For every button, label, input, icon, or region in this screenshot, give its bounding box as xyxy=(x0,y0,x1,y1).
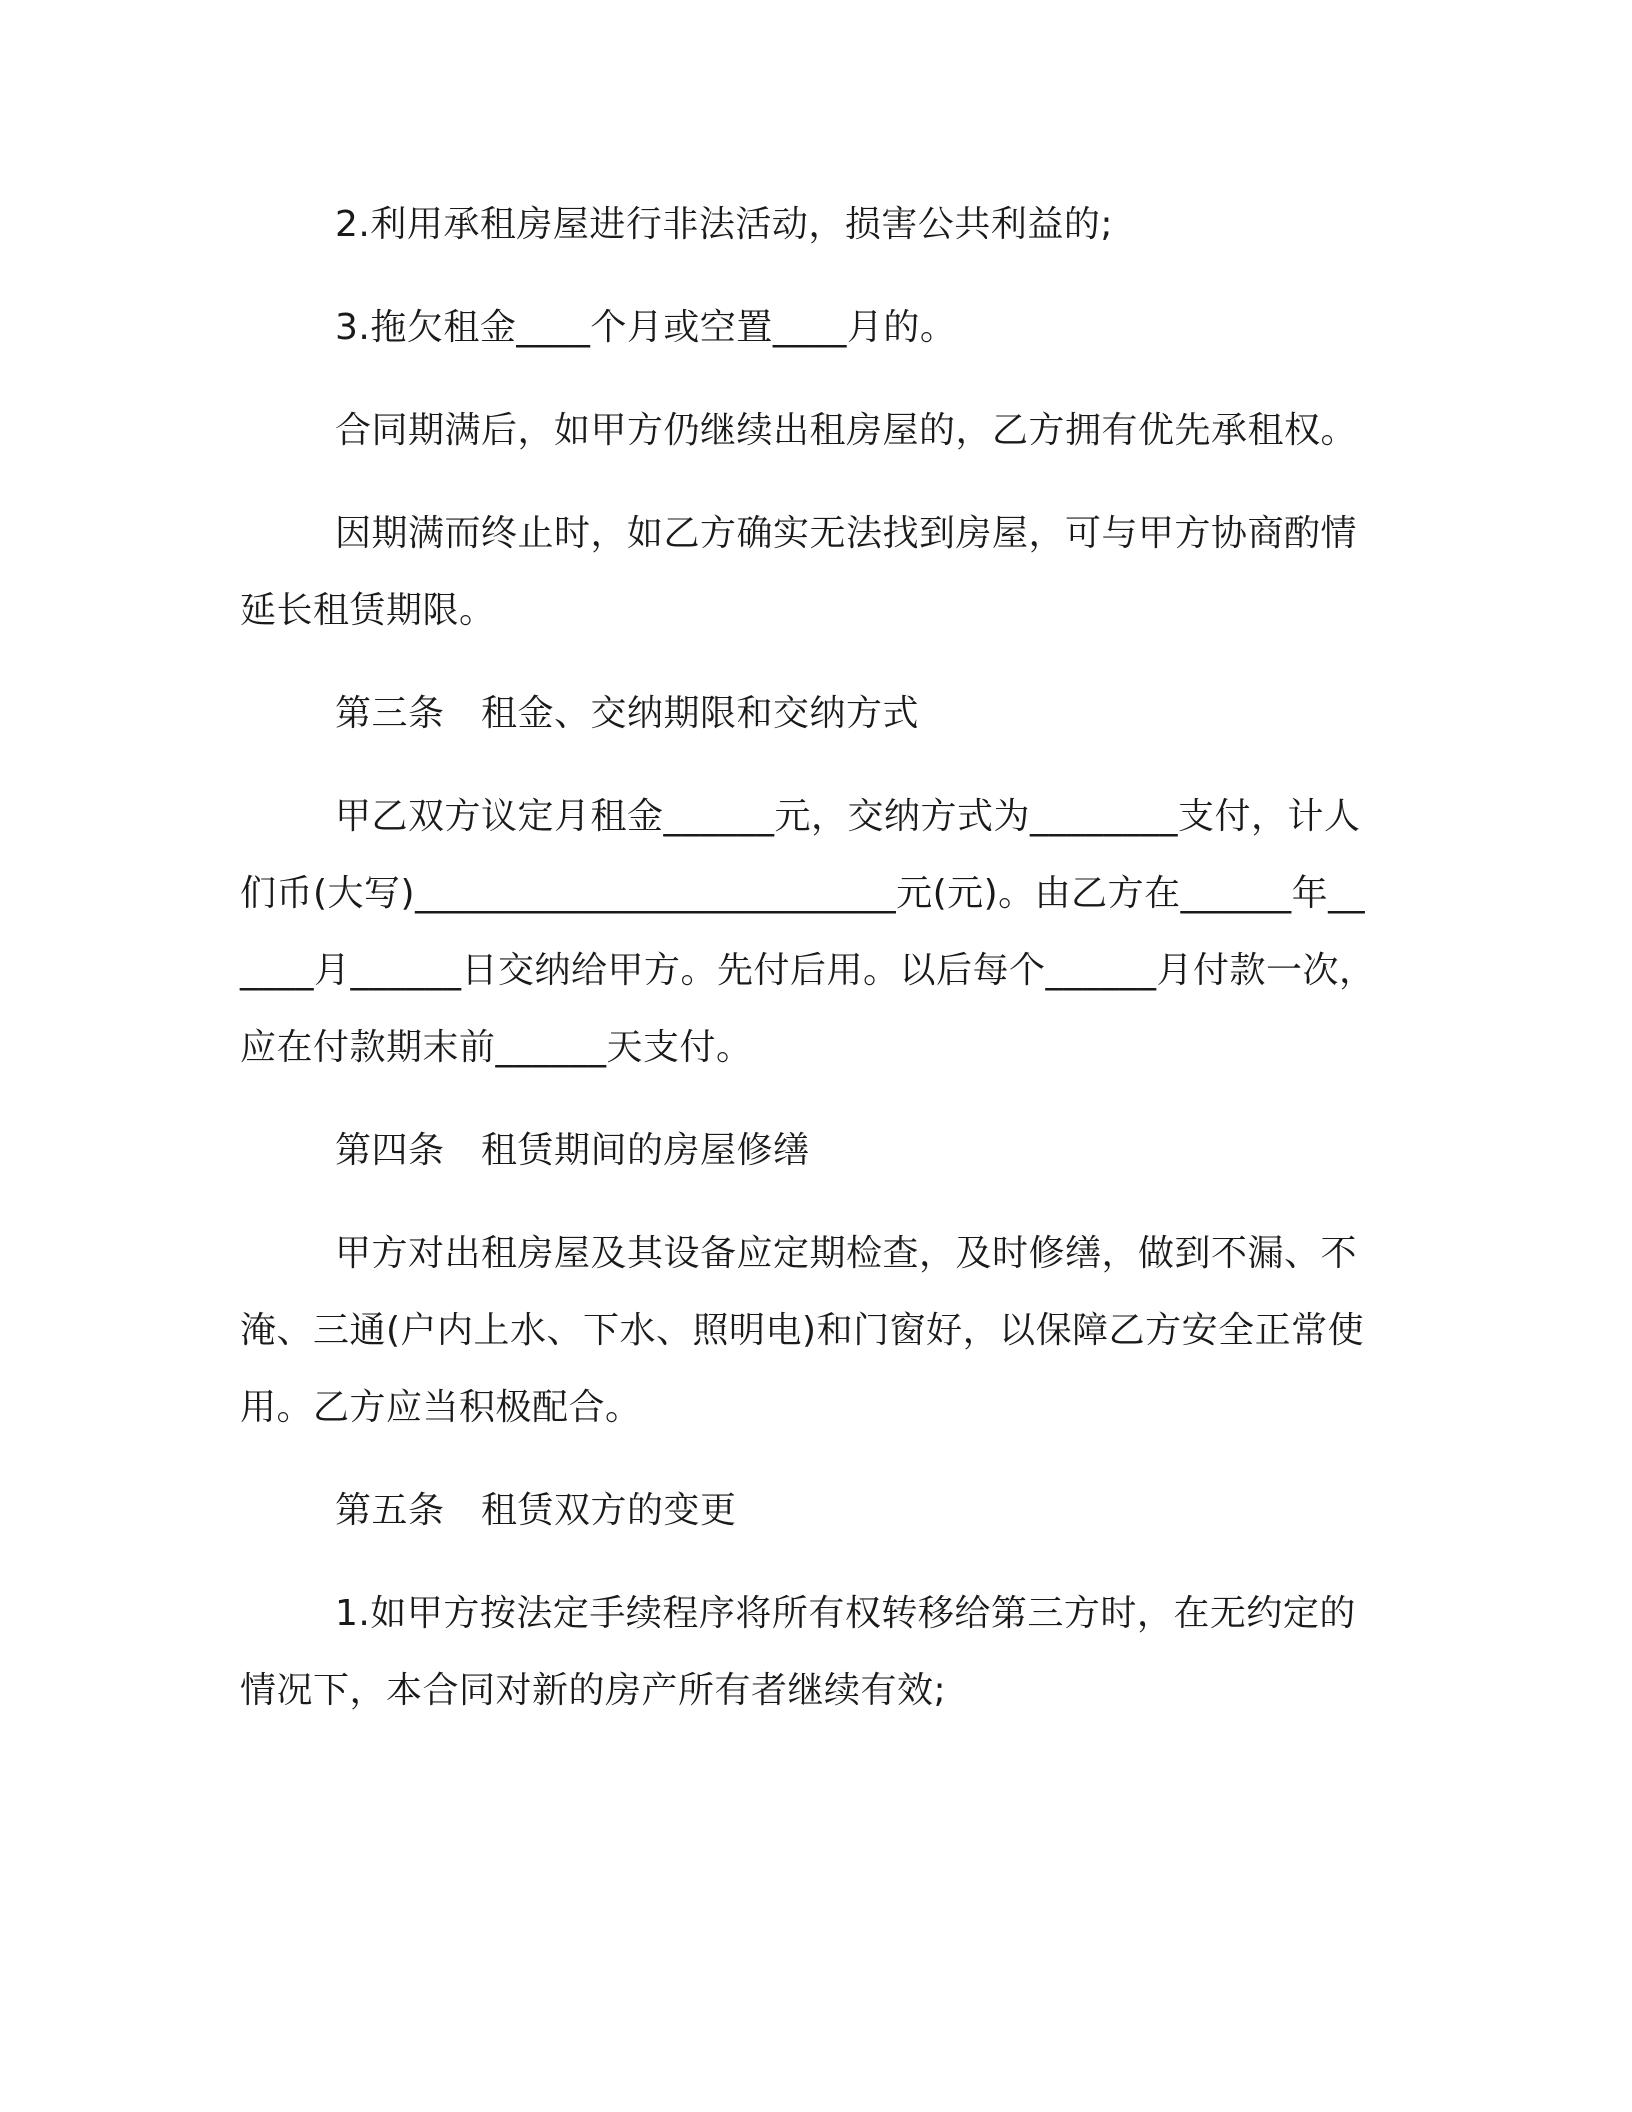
ownership-transfer-paragraph: 1.如甲方按法定手续程序将所有权转移给第三方时，在无约定的情况下，本合同对新的房产所有者继续有效; xyxy=(240,1593,1356,1711)
clause-item-2: 2.利用承租房屋进行非法活动，损害公共利益的; xyxy=(335,204,1113,245)
renewal-priority-paragraph: 合同期满后，如甲方仍继续出租房屋的，乙方拥有优先承租权。 xyxy=(335,410,1358,451)
article-4-heading: 第四条 租赁期间的房屋修缮 xyxy=(335,1130,810,1171)
clause-item-3: 3.拖欠租金____个月或空置____月的。 xyxy=(335,307,957,348)
document-body xyxy=(240,186,1380,1755)
repair-paragraph: 甲方对出租房屋及其设备应定期检查，及时修缮，做到不漏、不淹、三通(户内上水、下水、照明电)和门窗好，以保障乙方安全正常使用。乙方应当积极配合。 xyxy=(240,1233,1365,1428)
rent-payment-paragraph: 甲乙双方议定月租金______元，交纳方式为________支付，计人们币(大写)__________________________元(元)。由乙方在______年______月______日交纳给甲方。先付后用。以后每个______月付款一次，应在付款期末前______天支付。 xyxy=(240,796,1376,1068)
article-3-heading: 第三条 租金、交纳期限和交纳方式 xyxy=(335,693,920,734)
article-5-heading: 第五条 租赁双方的变更 xyxy=(335,1490,737,1531)
extension-paragraph: 因期满而终止时，如乙方确实无法找到房屋，可与甲方协商酌情延长租赁期限。 xyxy=(240,513,1358,631)
